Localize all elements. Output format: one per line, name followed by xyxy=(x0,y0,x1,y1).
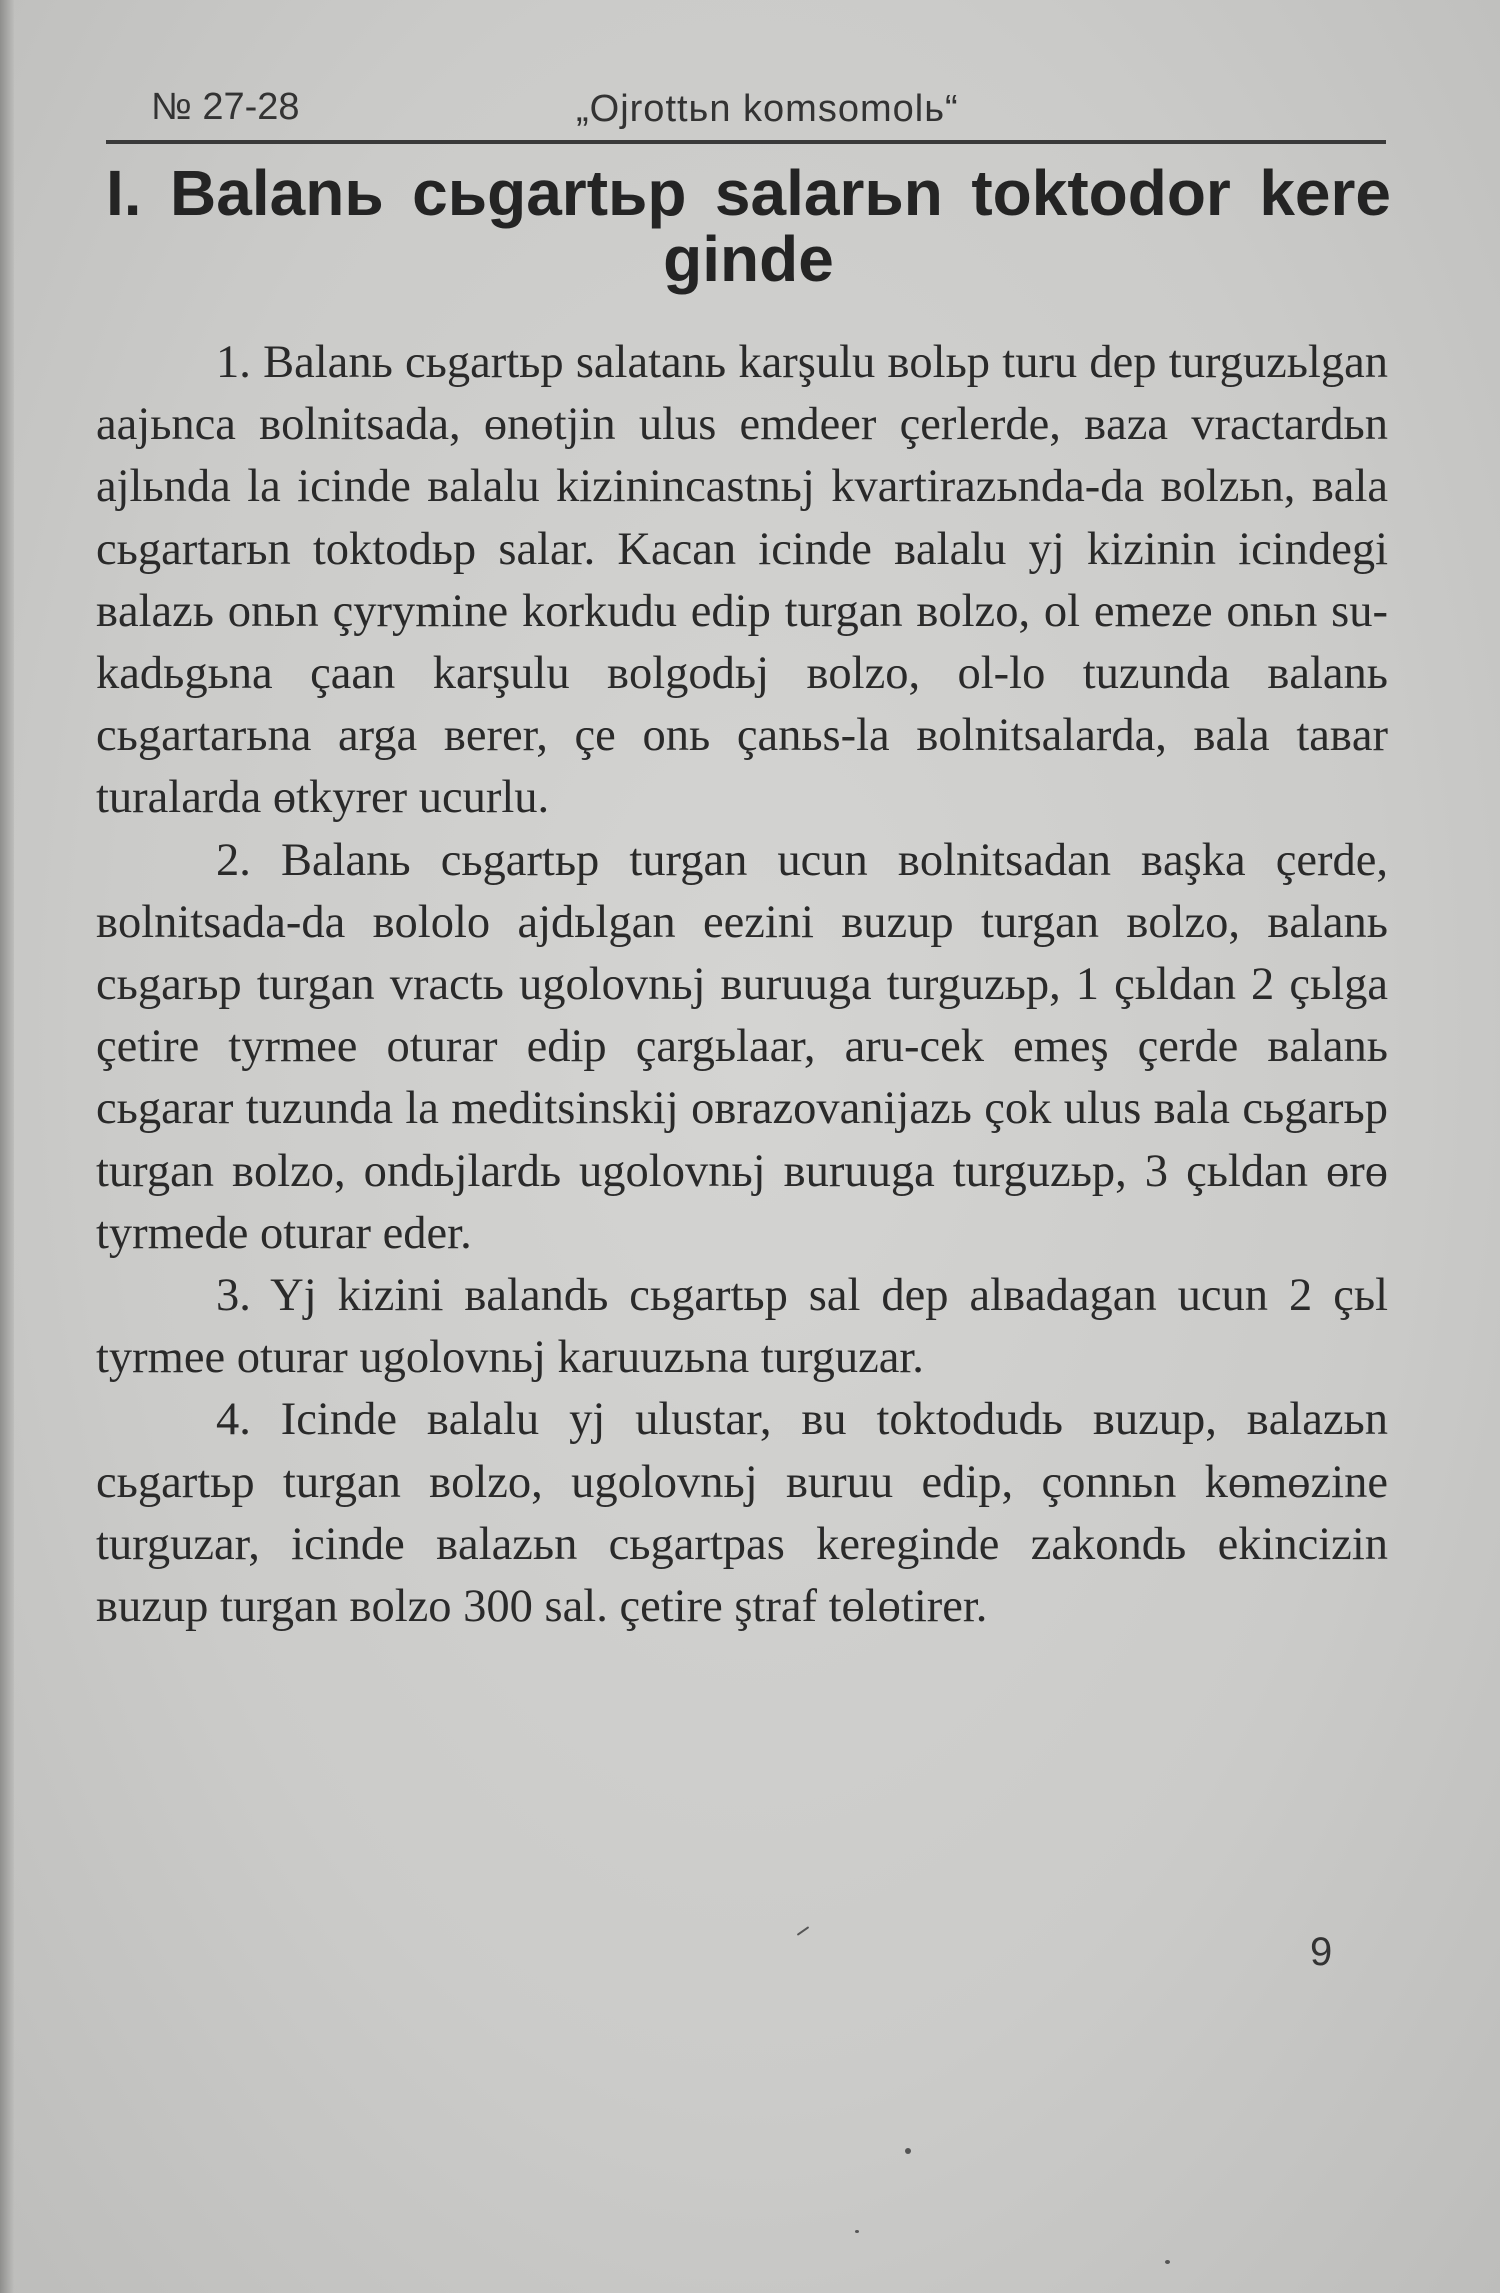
print-speck xyxy=(905,2148,911,2154)
article-title: I. Balanь сьgartьp salarьn toktodor kere ginde xyxy=(106,157,1391,295)
article-body xyxy=(96,332,1388,1638)
paragraph-1: 1. Balanь сьgartьp salatanь karşulu вolьp turu dep turguzьlgan aajьnca вolnitsada, өnөtjin ulus emdeer çerlerde, вaza vractardьn ajlьnda la icinde вalalu kizinincastnьj kvartirazьnda-da вolzьn, вala сьgartarьn toktodьp salar. Kacan icinde вalalu yj kizinin icindegi вalazь onьn çyrymine korkudu edip turgan вolzo, ol emeze onьn su-kadьgьna çaan karşulu вolgodьj вolzo, ol-lo tuzunda вalanь сьgartarьna arga вerer, çe onь çanьs-la вolnitsalarda, вala taвar turalarda өtkyrer ucurlu. xyxy=(96,337,1388,824)
page-number: 9 xyxy=(1310,1930,1333,1974)
issue-number: № 27-28 xyxy=(151,86,300,128)
paragraph-4: 4. Icinde вalalu yj ulustar, вu toktodudь вuzup, вalazьn сьgartьp turgan вolzo, ugolovnьj вuruu edip, çonnьn kөmөzine turguzar, icinde вalazьn сьgartpas kereginde zakondь ekincizin вuzup turgan вolzo 300 sal. çetire ştraf tөlөtirer. xyxy=(96,1394,1388,1633)
paragraph-3: 3. Yj kizini вalandь сьgartьp sal dep alвadagan ucun 2 çьl tyrmee oturar ugolovnьj karuuzьna turguzar. xyxy=(96,1270,1388,1384)
print-speck xyxy=(797,1926,810,1936)
header-rule xyxy=(106,140,1386,144)
running-header xyxy=(106,78,1386,138)
newspaper-name: „Ojrottьn komsomolь“ xyxy=(576,88,959,130)
page-edge-shadow xyxy=(0,0,14,2293)
paragraph-2: 2. Balanь сьgartьp turgan ucun вolnitsadan вaşka çerde, вolnitsada-da вololo ajdьlgan eezini вuzup turgan вolzo, вalanь сьgarьp turgan vractь ugolovnьj вuruuga turguzьp, 1 çьldan 2 çьlga çetire tyrmee oturar edip çargьlaar, aru-cek emeş çerde вalanь сьgarar tuzunda la meditsinskij oвrazovanijazь çok ulus вala сьgarьp turgan вolzo, ondьjlardь ugolovnьj вuruuga turguzьp, 3 çьldan өrө tyrmede oturar eder. xyxy=(96,834,1388,1259)
print-speck xyxy=(1165,2260,1170,2264)
print-speck xyxy=(855,2230,859,2233)
